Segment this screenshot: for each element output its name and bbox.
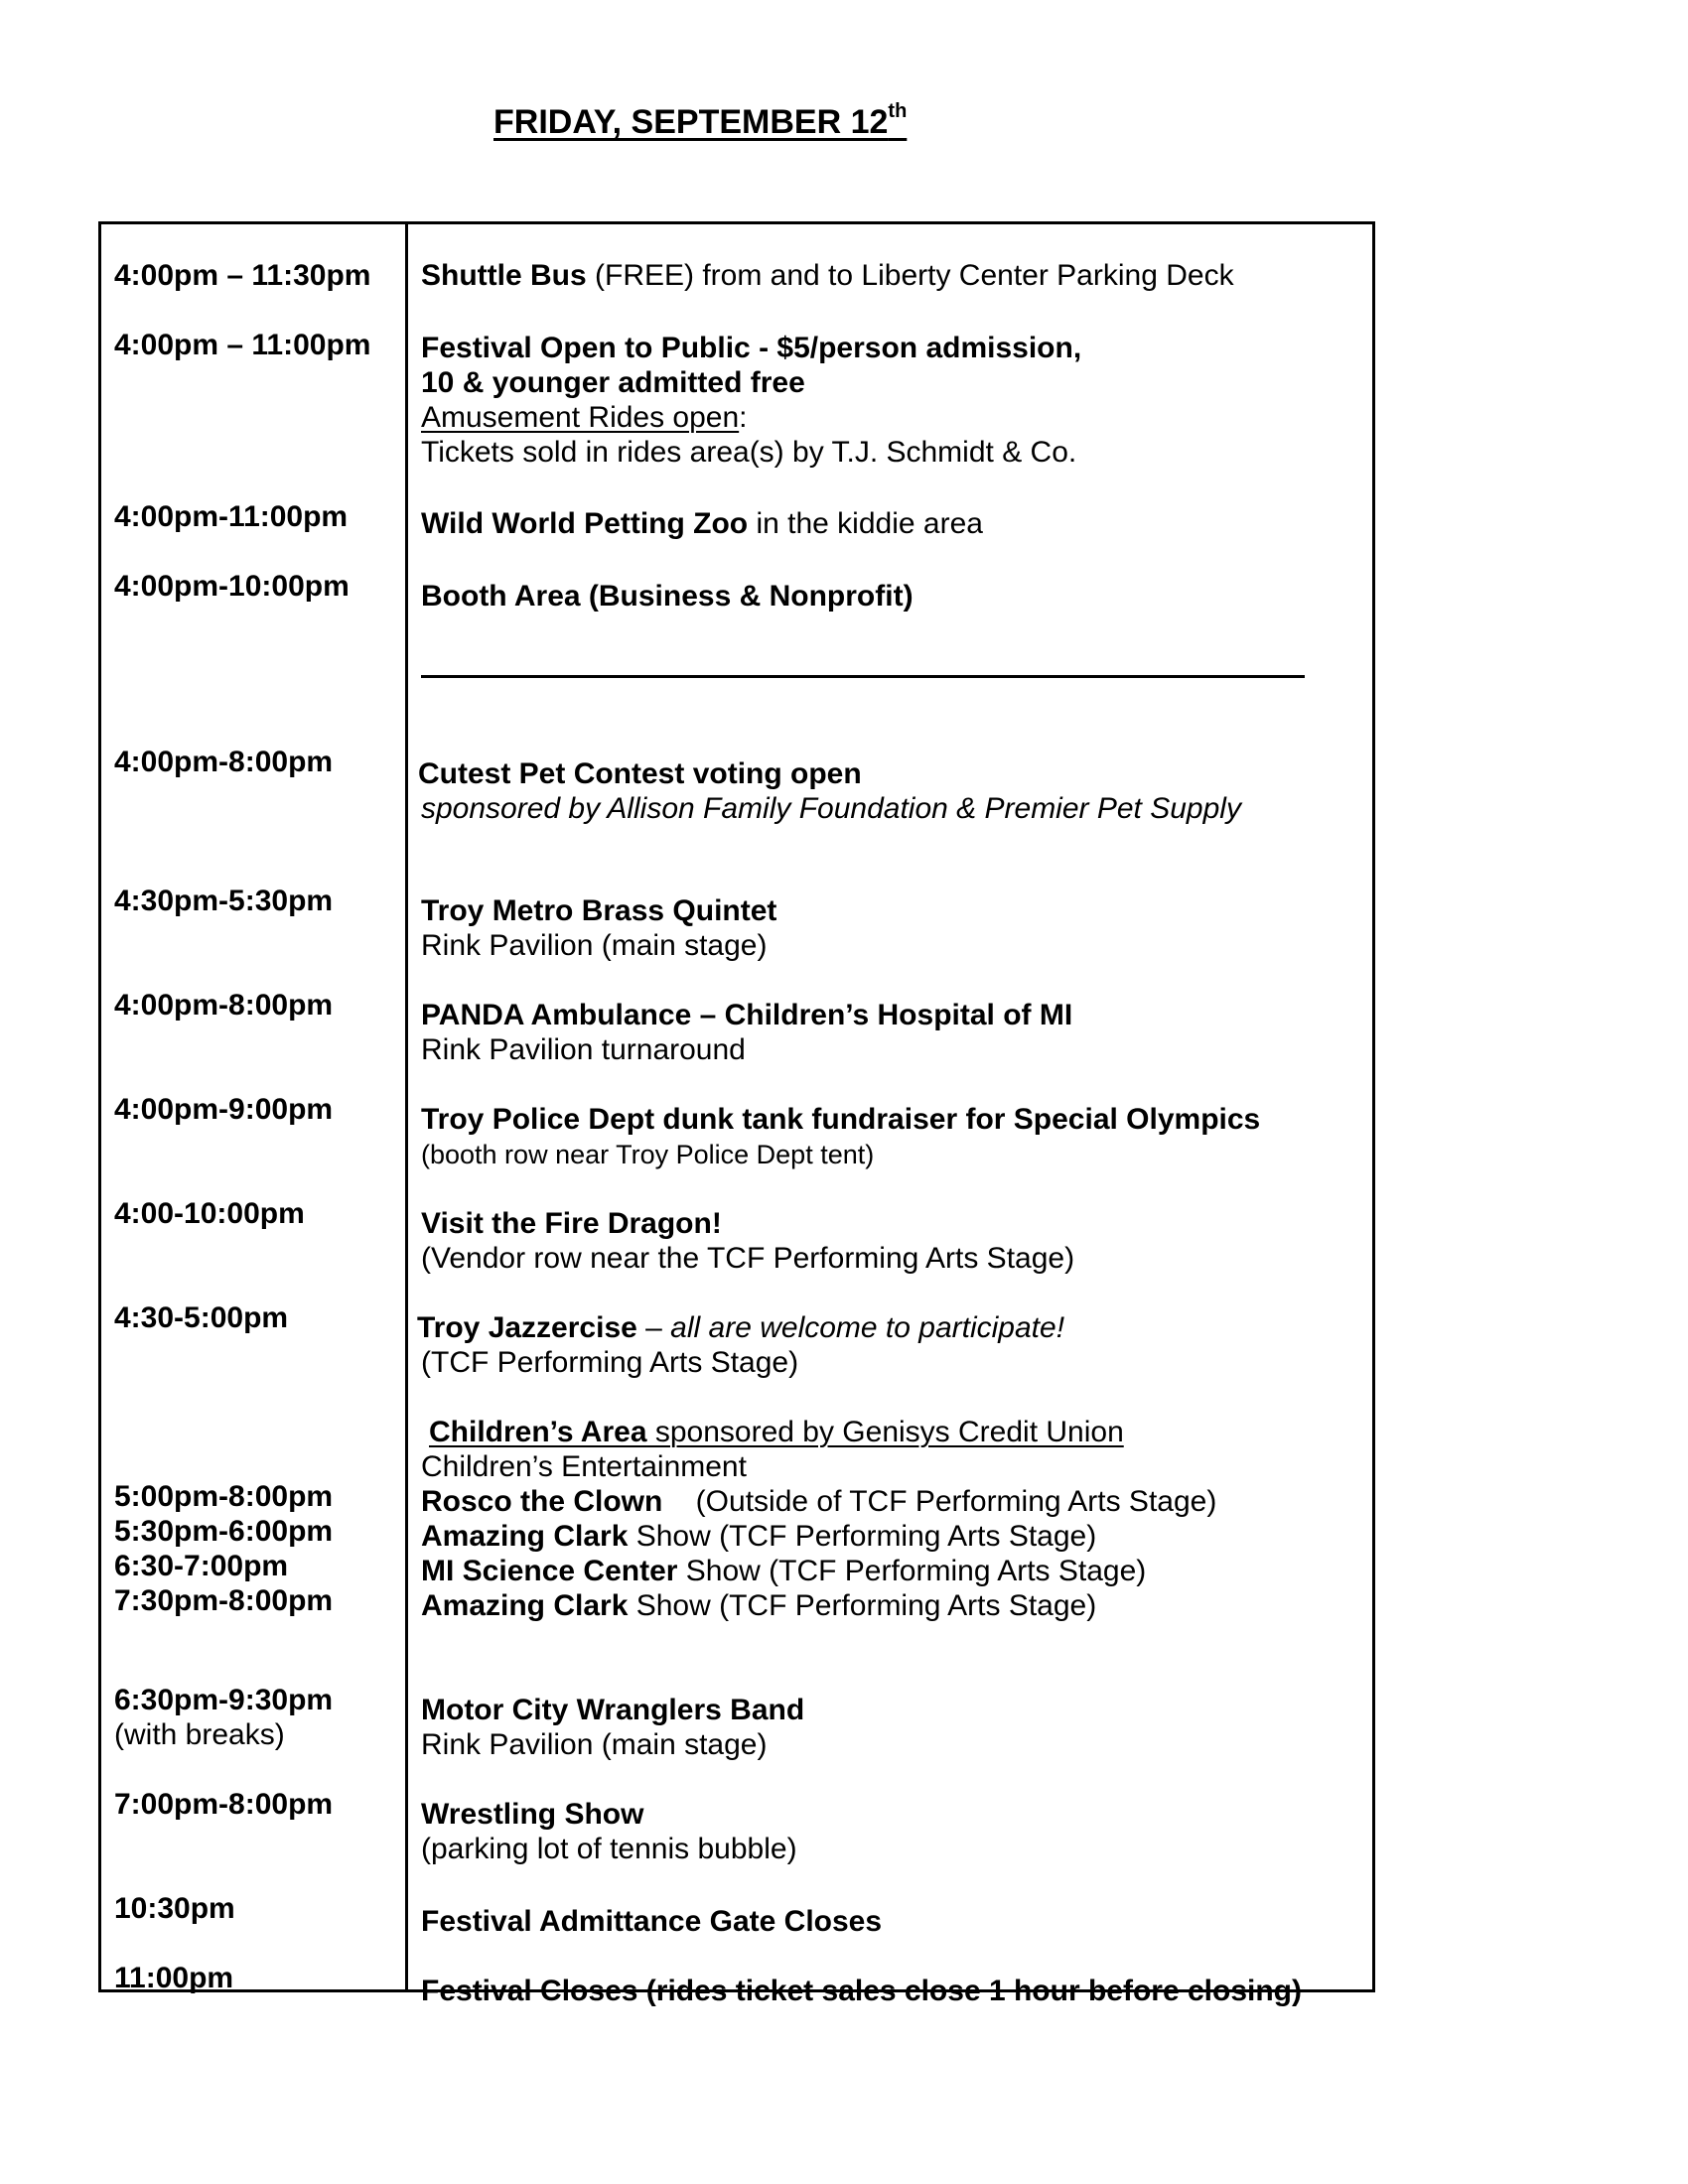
childrens-area-heading: Children’s Area sponsored by Genisys Credit Union (429, 1416, 1124, 1448)
section-rule (421, 675, 1305, 678)
time-wrestling: 7:00pm-8:00pm (114, 1788, 334, 1821)
event-dragon: Visit the Fire Dragon! (421, 1207, 722, 1240)
time-childrens-item: 6:30-7:00pm (114, 1550, 289, 1582)
time-booth: 4:00pm-10:00pm (114, 570, 350, 603)
event-police: Troy Police Dept dunk tank fundraiser for Special Olympics (421, 1103, 1261, 1136)
event-pet-contest: Cutest Pet Contest voting open (418, 757, 862, 790)
time-festival-open: 4:00pm – 11:00pm (114, 329, 371, 361)
event-jazzercise: Troy Jazzercise – all are welcome to participate! (417, 1311, 1065, 1344)
event-rides-detail: Tickets sold in rides area(s) by T.J. Schmidt & Co. (421, 436, 1077, 469)
time-gate-closes: 10:30pm (114, 1892, 235, 1925)
time-jazzercise: 4:30-5:00pm (114, 1301, 289, 1334)
event-shuttle: Shuttle Bus (FREE) from and to Liberty Center Parking Deck (421, 259, 1234, 292)
event-childrens-item: Amazing Clark Show (TCF Performing Arts Stage) (421, 1520, 1097, 1553)
event-gate-closes: Festival Admittance Gate Closes (421, 1905, 883, 1938)
time-childrens-item: 7:30pm-8:00pm (114, 1584, 334, 1617)
event-festival-open-line1: Festival Open to Public - $5/person admission, (421, 332, 1082, 364)
column-divider (405, 221, 408, 1992)
event-wrestling-location: (parking lot of tennis bubble) (421, 1833, 797, 1865)
time-childrens-item: 5:00pm-8:00pm (114, 1480, 334, 1513)
event-brass: Troy Metro Brass Quintet (421, 894, 777, 927)
time-petting-zoo: 4:00pm-11:00pm (114, 500, 349, 533)
event-wrestling: Wrestling Show (421, 1798, 644, 1831)
time-wranglers: 6:30pm-9:30pm (114, 1684, 334, 1716)
time-pet-contest: 4:00pm-8:00pm (114, 746, 334, 778)
event-wranglers-location: Rink Pavilion (main stage) (421, 1728, 768, 1761)
title-superscript: th (888, 100, 908, 122)
event-festival-closes: Festival Closes (rides ticket sales close 1 hour before closing) (421, 1975, 1302, 2007)
time-shuttle: 4:00pm – 11:30pm (114, 259, 371, 292)
childrens-entertainment-label: Children’s Entertainment (421, 1450, 747, 1483)
time-police: 4:00pm-9:00pm (114, 1093, 334, 1126)
event-dragon-location: (Vendor row near the TCF Performing Arts Stage) (421, 1242, 1075, 1275)
time-wranglers-note: (with breaks) (114, 1718, 285, 1751)
event-childrens-item: Amazing Clark Show (TCF Performing Arts Stage) (421, 1589, 1097, 1622)
event-festival-open-line2: 10 & younger admitted free (421, 366, 805, 399)
time-brass: 4:30pm-5:30pm (114, 885, 334, 917)
time-panda: 4:00pm-8:00pm (114, 989, 334, 1022)
time-festival-closes: 11:00pm (114, 1962, 234, 1994)
page-title: FRIDAY, SEPTEMBER 12th (493, 100, 908, 141)
event-petting-zoo: Wild World Petting Zoo in the kiddie area (421, 507, 983, 540)
event-jazzercise-location: (TCF Performing Arts Stage) (421, 1346, 799, 1379)
event-pet-contest-sponsor: sponsored by Allison Family Foundation & Premier Pet Supply (421, 792, 1241, 825)
event-wranglers: Motor City Wranglers Band (421, 1694, 805, 1726)
event-panda-location: Rink Pavilion turnaround (421, 1033, 746, 1066)
event-brass-location: Rink Pavilion (main stage) (421, 929, 768, 962)
event-panda: PANDA Ambulance – Children’s Hospital of MI (421, 999, 1073, 1031)
event-childrens-item: Rosco the Clown (Outside of TCF Performing Arts Stage) (421, 1485, 1217, 1518)
event-childrens-item: MI Science Center Show (TCF Performing Arts Stage) (421, 1555, 1147, 1587)
event-police-location: (booth row near Troy Police Dept tent) (421, 1140, 875, 1169)
event-rides-open: Amusement Rides open: (421, 401, 748, 434)
time-childrens-item: 5:30pm-6:00pm (114, 1515, 334, 1548)
time-dragon: 4:00-10:00pm (114, 1197, 305, 1230)
event-booth: Booth Area (Business & Nonprofit) (421, 580, 914, 613)
